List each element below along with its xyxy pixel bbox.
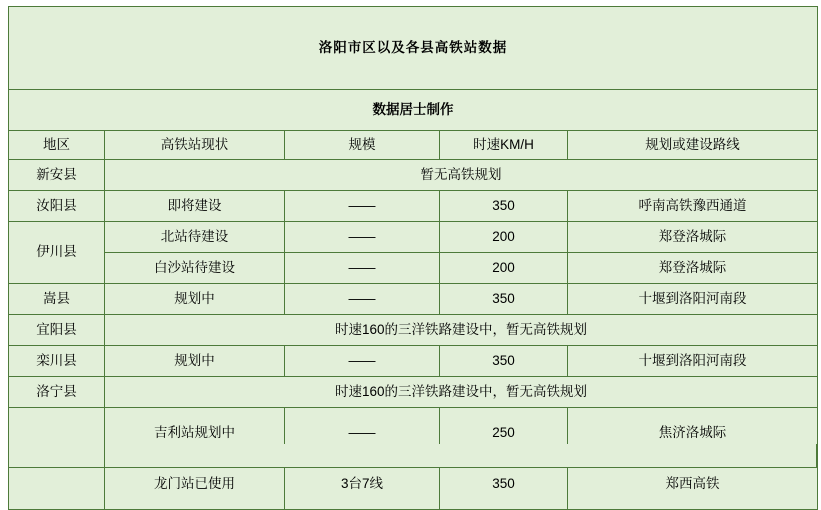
row-region: 嵩县 [9,284,105,315]
table-bottom-empty-row [8,444,817,468]
column-header-speed: 时速KM/H [440,131,568,160]
row-line: 十堰到洛阳河南段 [568,346,818,377]
column-header-status: 高铁站现状 [105,131,285,160]
row-region: 洛宁县 [9,377,105,408]
row-region: 宜阳县 [9,315,105,346]
table-row [9,284,818,315]
row-scale: 3台7线 [285,459,440,510]
high-speed-rail-table [8,6,818,510]
page-subtitle: 数据居士制作 [9,90,818,131]
row-line: 呼南高铁豫西通道 [568,191,818,222]
row-region: 汝阳县 [9,191,105,222]
row-line: 郑西高铁 [568,459,818,510]
spreadsheet-canvas [0,6,821,491]
column-header-region: 地区 [9,131,105,160]
row-status: 即将建设 [105,191,285,222]
table-row [9,191,818,222]
row-status: 北站待建设 [105,222,285,253]
column-header-scale: 规模 [285,131,440,160]
row-scale: —— [285,284,440,315]
row-speed: 200 [440,253,568,284]
row-scale: —— [285,222,440,253]
title-row [9,7,818,90]
row-speed: 350 [440,191,568,222]
table-row [9,315,818,346]
table-row [9,253,818,284]
table-row [9,160,818,191]
row-scale: —— [285,253,440,284]
row-speed: 250 [440,408,568,459]
row-scale: —— [285,408,440,459]
row-speed: 350 [440,459,568,510]
row-status: 吉利站规划中 [105,408,285,459]
column-header-line: 规划或建设路线 [568,131,818,160]
row-region: 伊川县 [9,222,105,284]
table-row [9,346,818,377]
subtitle-row [9,90,818,131]
row-note: 时速160的三洋铁路建设中，暂无高铁规划 [105,315,818,346]
row-line: 焦济洛城际 [568,408,818,459]
row-status: 规划中 [105,284,285,315]
row-speed: 200 [440,222,568,253]
row-region: 栾川县 [9,346,105,377]
header-row [9,131,818,160]
page-title: 洛阳市区以及各县高铁站数据 [9,7,818,90]
row-line: 郑登洛城际 [568,222,818,253]
row-line: 郑登洛城际 [568,253,818,284]
table-row [9,377,818,408]
row-scale: —— [285,191,440,222]
row-line: 十堰到洛阳河南段 [568,284,818,315]
row-speed: 350 [440,346,568,377]
row-speed: 350 [440,284,568,315]
row-region: 新安县 [9,160,105,191]
row-status: 白沙站待建设 [105,253,285,284]
row-scale: —— [285,346,440,377]
row-status: 龙门站已使用 [105,459,285,510]
row-note: 暂无高铁规划 [105,160,818,191]
column-divider [104,444,105,467]
table-row [9,222,818,253]
row-note: 时速160的三洋铁路建设中，暂无高铁规划 [105,377,818,408]
row-status: 规划中 [105,346,285,377]
